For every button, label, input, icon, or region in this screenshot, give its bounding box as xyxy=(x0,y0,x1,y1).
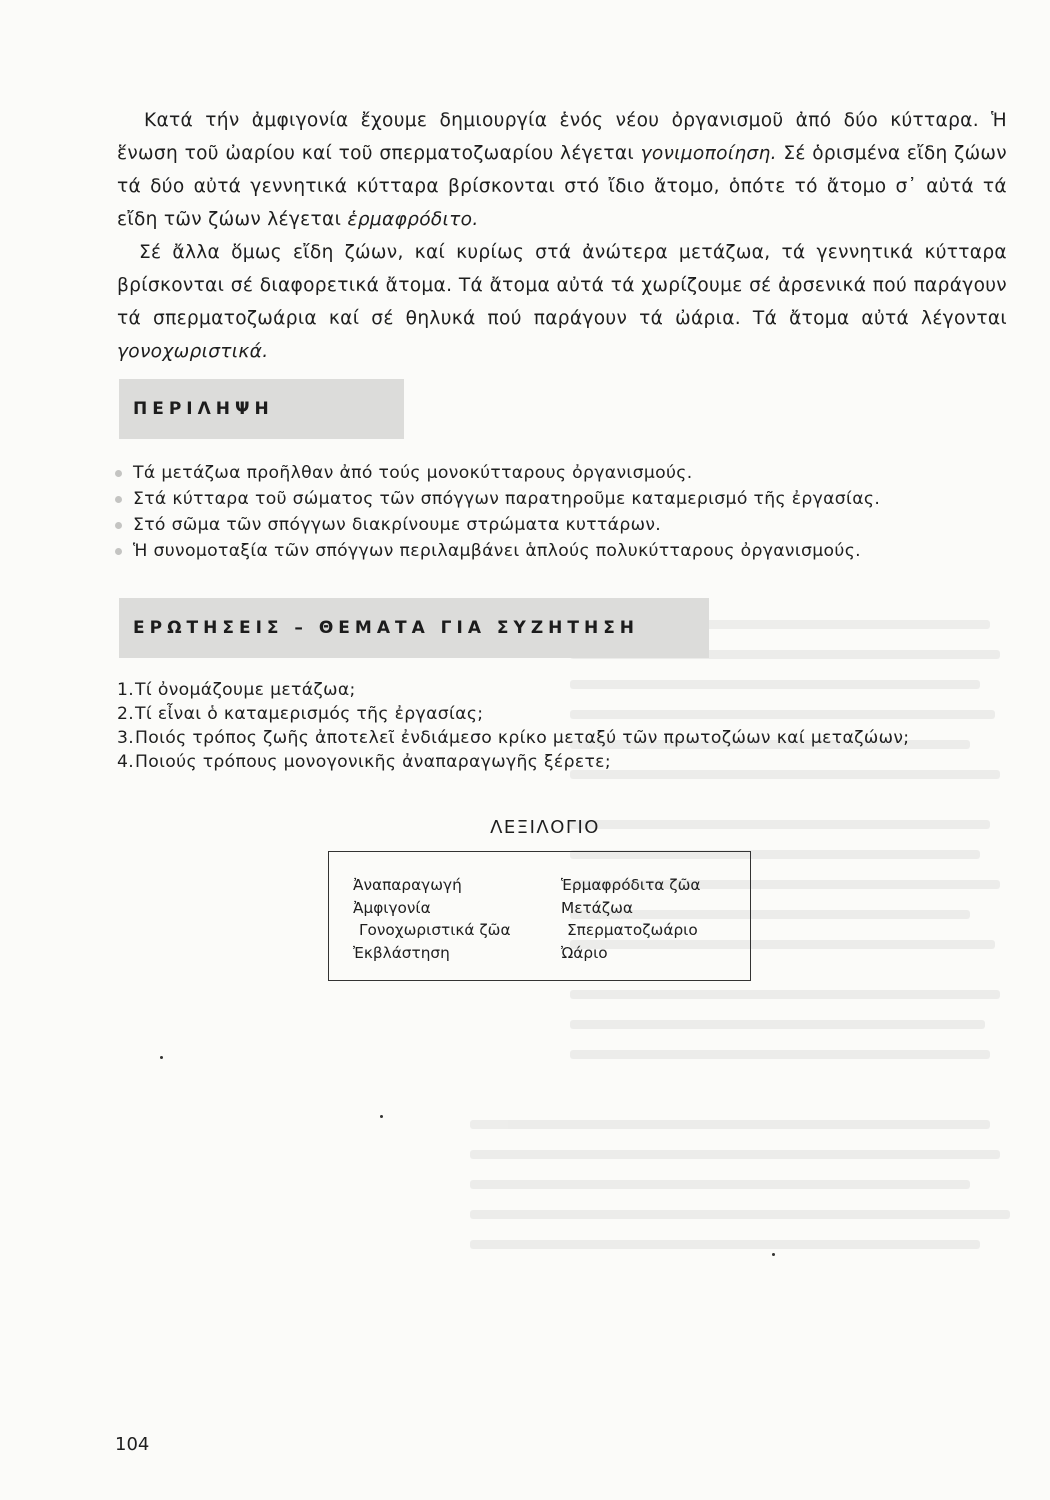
glossary-term: Γονοχωριστικά ζῶα xyxy=(359,921,511,939)
intro-p2-text: Σέ ἄλλα ὅμως εἴδη ζώων, καί κυρίως στά ἀνώτερα μετάζωα, τά γεννητικά κύτταρα βρίσκονται σέ διαφορετικά ἄτομα. Τά ἄτομα αὐτά τά χωρίζουμε σέ ἀρσενικά πού παράγουν τά σπερματοζωάρια καί σέ θηλυκά πού παράγουν τά ὠάρια. Τά ἄτομα αὐτά λέγονται xyxy=(117,242,1007,329)
term-dioecious: γονοχωριστικά. xyxy=(117,341,269,362)
intro-p1-text: Κατά τήν ἀμφιγονία ἔχουμε δημιουργία ἑνός νέου ὀργανισμοῦ ἀπό δύο κύτταρα. Ἡ ἕνωση τοῦ ὠαρίου καί τοῦ σπερματοζωαρίου λέγεται xyxy=(117,110,1007,164)
glossary-box xyxy=(328,851,751,981)
glossary-term: Ἀναπαραγωγή xyxy=(353,876,462,894)
summary-item: Στά κύτταρα τοῦ σώματος τῶν σπόγγων παρατηροῦμε καταμερισμό τῆς ἐργασίας. xyxy=(113,486,1003,512)
question-text: Τί ὀνομάζουμε μετάζωα; xyxy=(135,680,356,700)
glossary-title: ΛΕΞΙΛΟΓΙΟ xyxy=(490,817,600,838)
question-text: Ποιούς τρόπους μονογονικῆς ἀναπαραγωγῆς ξέρετε; xyxy=(135,752,611,772)
glossary-term: Σπερματοζωάριο xyxy=(567,921,698,939)
glossary-term: Μετάζωα xyxy=(561,898,633,917)
question-item xyxy=(117,678,1007,702)
scan-speck xyxy=(772,1253,775,1256)
glossary-term: Ἑρμαφρόδιτα ζῶα xyxy=(561,876,701,894)
question-list xyxy=(117,678,1007,774)
glossary-right-column xyxy=(561,874,700,964)
question-item xyxy=(117,750,1007,774)
glossary-term: Ἐκβλάστηση xyxy=(353,943,450,962)
summary-item: Τά μετάζωα προῆλθαν ἀπό τούς μονοκύτταρους ὀργανισμούς. xyxy=(113,460,1003,486)
question-item xyxy=(117,702,1007,726)
page-number: 104 xyxy=(115,1434,150,1455)
glossary-term: Ἀμφιγονία xyxy=(353,898,431,917)
term-hermaphrodite: ἑρμαφρόδιτο. xyxy=(347,209,479,230)
intro-paragraph-1 xyxy=(117,104,1007,236)
summary-item: Ἡ συνομοταξία τῶν σπόγγων περιλαμβάνει ἁπλούς πολυκύτταρους ὀργανισμούς. xyxy=(113,538,1003,564)
question-item xyxy=(117,726,1007,750)
intro-p1-text-2: Σέ ὁρισμένα εἴδη ζώων τά δύο αὐτά γεννητικά κύτταρα βρίσκονται στό ἴδιο ἄτομο, ὁπότε τό ἄτομο σ᾽ αὐτά τά εἴδη τῶν ζώων λέγεται xyxy=(117,143,1007,230)
scan-speck xyxy=(160,1056,163,1059)
term-fertilization: γονιμοποίηση. xyxy=(640,143,777,164)
summary-item: Στό σῶμα τῶν σπόγγων διακρίνουμε στρώματα κυττάρων. xyxy=(113,512,1003,538)
summary-list xyxy=(113,460,1003,564)
summary-heading-bar xyxy=(119,379,404,439)
intro-text xyxy=(117,104,1007,368)
questions-heading: ΕΡΩΤΗΣΕΙΣ – ΘΕΜΑΤΑ ΓΙΑ ΣΥΖΗΤΗΣΗ xyxy=(133,618,640,638)
question-number: 2. xyxy=(117,704,135,724)
glossary-left-column xyxy=(353,874,511,964)
glossary-term: Ὠάριο xyxy=(561,943,608,962)
questions-heading-bar xyxy=(119,598,709,658)
question-text: Τί εἶναι ὁ καταμερισμός τῆς ἐργασίας; xyxy=(135,704,484,724)
summary-heading: ΠΕΡΙΛΗΨΗ xyxy=(133,399,274,419)
question-number: 4. xyxy=(117,752,135,772)
question-number: 3. xyxy=(117,728,135,748)
question-number: 1. xyxy=(117,680,135,700)
intro-paragraph-2 xyxy=(117,236,1007,368)
question-text: Ποιός τρόπος ζωῆς ἀποτελεῖ ἐνδιάμεσο κρίκο μεταξύ τῶν πρωτοζώων καί μεταζώων; xyxy=(135,728,910,748)
scan-speck xyxy=(380,1115,383,1118)
